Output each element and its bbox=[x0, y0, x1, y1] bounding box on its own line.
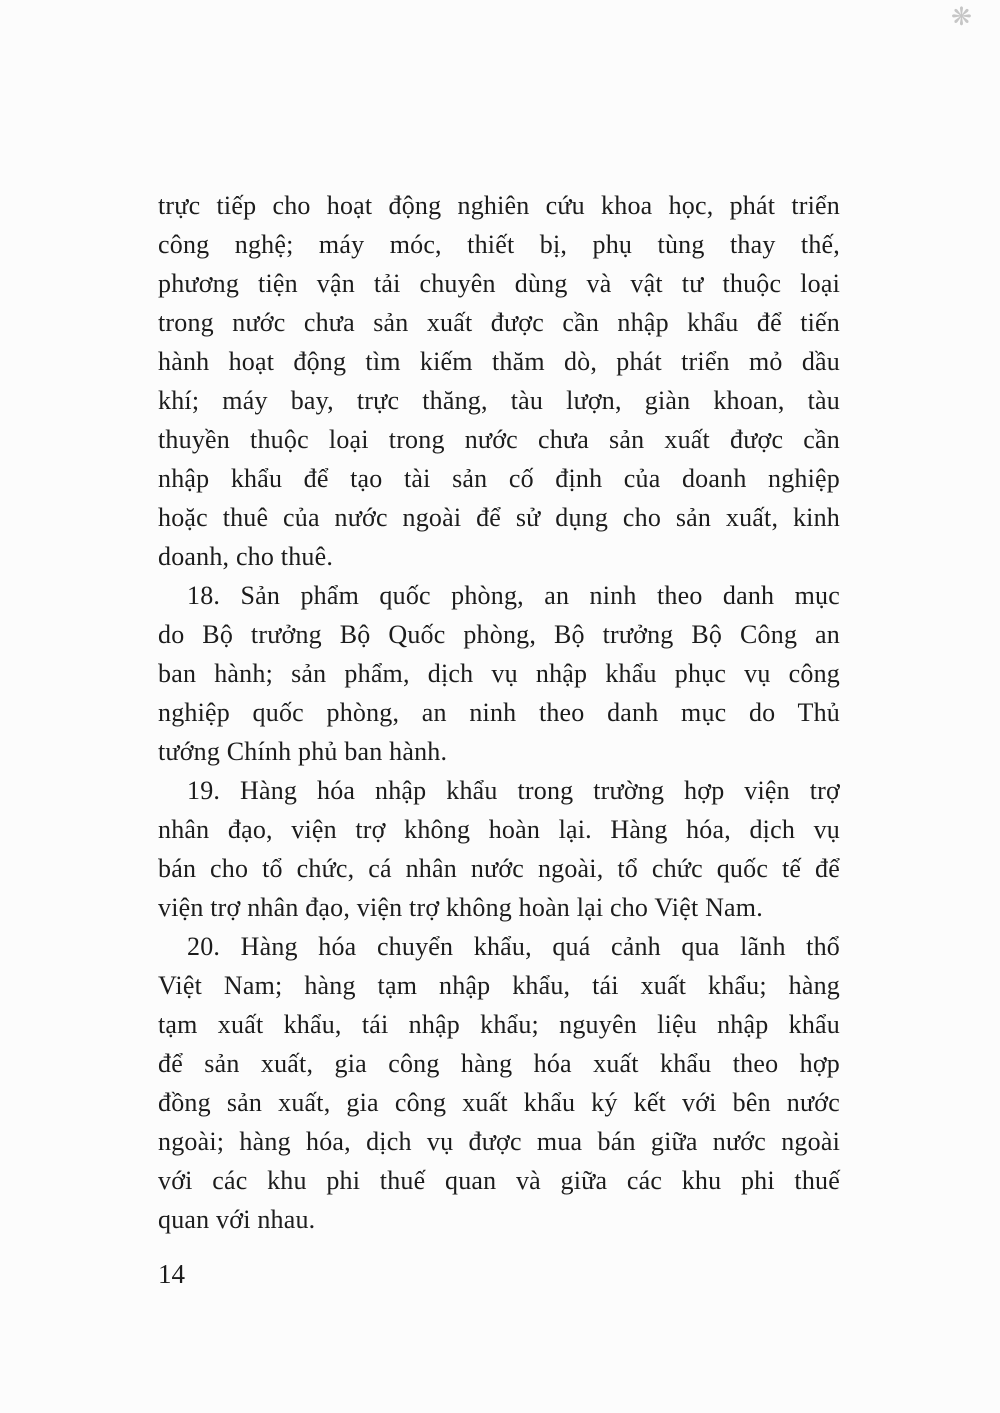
text-line: tướng Chính phủ ban hành. bbox=[158, 737, 448, 766]
text-line: 18. Sản phẩm quốc phòng, an ninh theo danh mục bbox=[187, 581, 840, 610]
flower-ornament-icon: ❋ bbox=[951, 2, 972, 31]
text-line: 20. Hàng hóa chuyển khẩu, quá cảnh qua lãnh thổ bbox=[187, 932, 840, 961]
text-line: 19. Hàng hóa nhập khẩu trong trường hợp viện trợ bbox=[187, 776, 840, 805]
text-line: hoặc thuê của nước ngoài để sử dụng cho sản xuất, kinh bbox=[158, 503, 840, 532]
text-line: do Bộ trưởng Bộ Quốc phòng, Bộ trưởng Bộ Công an bbox=[158, 620, 840, 649]
text-line: với các khu phi thuế quan và giữa các khu phi thuế bbox=[158, 1166, 840, 1195]
paragraph bbox=[158, 927, 840, 1239]
text-line: nhân đạo, viện trợ không hoàn lại. Hàng hóa, dịch vụ bbox=[158, 815, 840, 844]
page-number: 14 bbox=[158, 1259, 185, 1289]
text-line: hành hoạt động tìm kiếm thăm dò, phát triển mỏ dầu bbox=[158, 347, 840, 376]
text-line: bán cho tổ chức, cá nhân nước ngoài, tổ chức quốc tế để bbox=[158, 854, 840, 883]
text-line: thuyền thuộc loại trong nước chưa sản xuất được cần bbox=[158, 425, 840, 454]
text-line: trực tiếp cho hoạt động nghiên cứu khoa học, phát triển bbox=[158, 191, 840, 220]
text-line: doanh, cho thuê. bbox=[158, 542, 334, 571]
text-line: để sản xuất, gia công hàng hóa xuất khẩu theo hợp bbox=[158, 1049, 840, 1078]
text-line: quan với nhau. bbox=[158, 1205, 316, 1234]
text-line: nghiệp quốc phòng, an ninh theo danh mục do Thủ bbox=[158, 698, 840, 727]
text-line: đồng sản xuất, gia công xuất khẩu ký kết với bên nước bbox=[158, 1088, 840, 1117]
text-line: tạm xuất khẩu, tái nhập khẩu; nguyên liệu nhập khẩu bbox=[158, 1010, 840, 1039]
text-line: nhập khẩu để tạo tài sản cố định của doanh nghiệp bbox=[158, 464, 840, 493]
body-text bbox=[158, 186, 840, 1239]
text-line: viện trợ nhân đạo, viện trợ không hoàn lại cho Việt Nam. bbox=[158, 893, 763, 922]
paragraph bbox=[158, 186, 840, 576]
text-line: trong nước chưa sản xuất được cần nhập khẩu để tiến bbox=[158, 308, 840, 337]
text-line: khí; máy bay, trực thăng, tàu lượn, giàn khoan, tàu bbox=[158, 386, 840, 415]
text-line: ban hành; sản phẩm, dịch vụ nhập khẩu phục vụ công bbox=[158, 659, 840, 688]
text-line: Việt Nam; hàng tạm nhập khẩu, tái xuất khẩu; hàng bbox=[158, 971, 840, 1000]
text-line: công nghệ; máy móc, thiết bị, phụ tùng thay thế, bbox=[158, 230, 840, 259]
paragraph bbox=[158, 771, 840, 927]
text-line: phương tiện vận tải chuyên dùng và vật tư thuộc loại bbox=[158, 269, 840, 298]
text-line: ngoài; hàng hóa, dịch vụ được mua bán giữa nước ngoài bbox=[158, 1127, 840, 1156]
paragraph bbox=[158, 576, 840, 771]
